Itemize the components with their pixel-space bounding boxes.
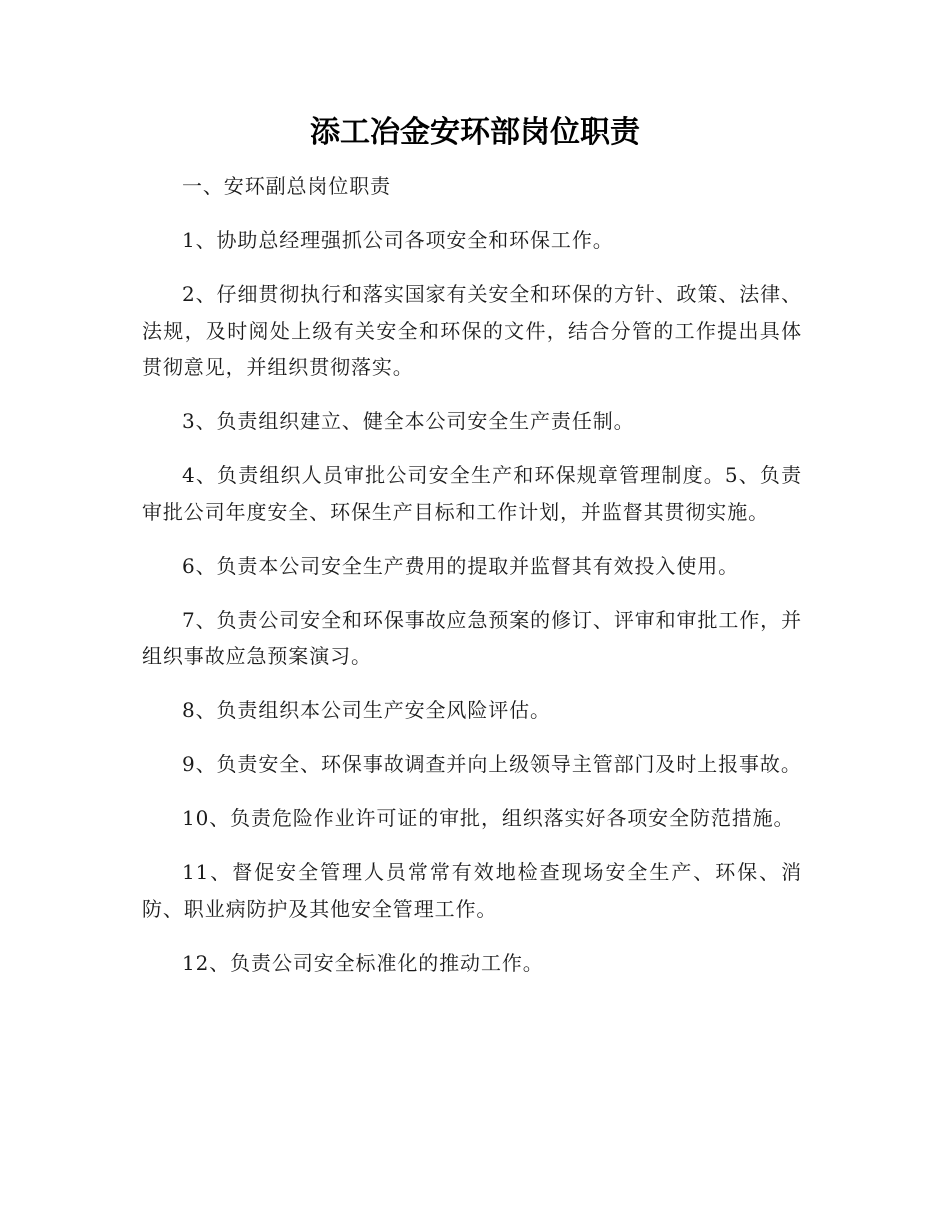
paragraph-12: 12、负责公司安全标准化的推动工作。 xyxy=(182,950,544,975)
paragraph-7: 7、负责公司安全和环保事故应急预案的修订、评审和审批工作，并组织事故应急预案演习。 xyxy=(142,607,802,668)
section-heading: 一、安环副总岗位职责 xyxy=(182,174,391,198)
paragraph-11: 11、督促安全管理人员常常有效地检查现场安全生产、环保、消防、职业病防护及其他安全管理工作。 xyxy=(142,860,802,921)
paragraph-2: 2、仔细贯彻执行和落实国家有关安全和环保的方针、政策、法律、法规，及时阅处上级有关安全和环保的文件，结合分管的工作提出具体贯彻意见，并组织贯彻落实。 xyxy=(142,282,802,379)
paragraph-4: 4、负责组织人员审批公司安全生产和环保规章管理制度。5、负责审批公司年度安全、环保生产目标和工作计划，并监督其贯彻实施。 xyxy=(142,463,802,524)
paragraph-1: 1、协助总经理强抓公司各项安全和环保工作。 xyxy=(182,228,614,252)
paragraph-9: 9、负责安全、环保事故调查并向上级领导主管部门及时上报事故。 xyxy=(182,752,802,776)
paragraph-6: 6、负责本公司安全生产费用的提取并监督其有效投入使用。 xyxy=(182,553,740,578)
paragraph-10: 10、负责危险作业许可证的审批，组织落实好各项安全防范措施。 xyxy=(182,806,795,830)
paragraph-8: 8、负责组织本公司生产安全风险评估。 xyxy=(182,698,551,722)
document-body xyxy=(142,168,802,999)
paragraph-3: 3、负责组织建立、健全本公司安全生产责任制。 xyxy=(182,409,635,433)
document-title: 添工冶金安环部岗位职责 xyxy=(310,115,640,150)
